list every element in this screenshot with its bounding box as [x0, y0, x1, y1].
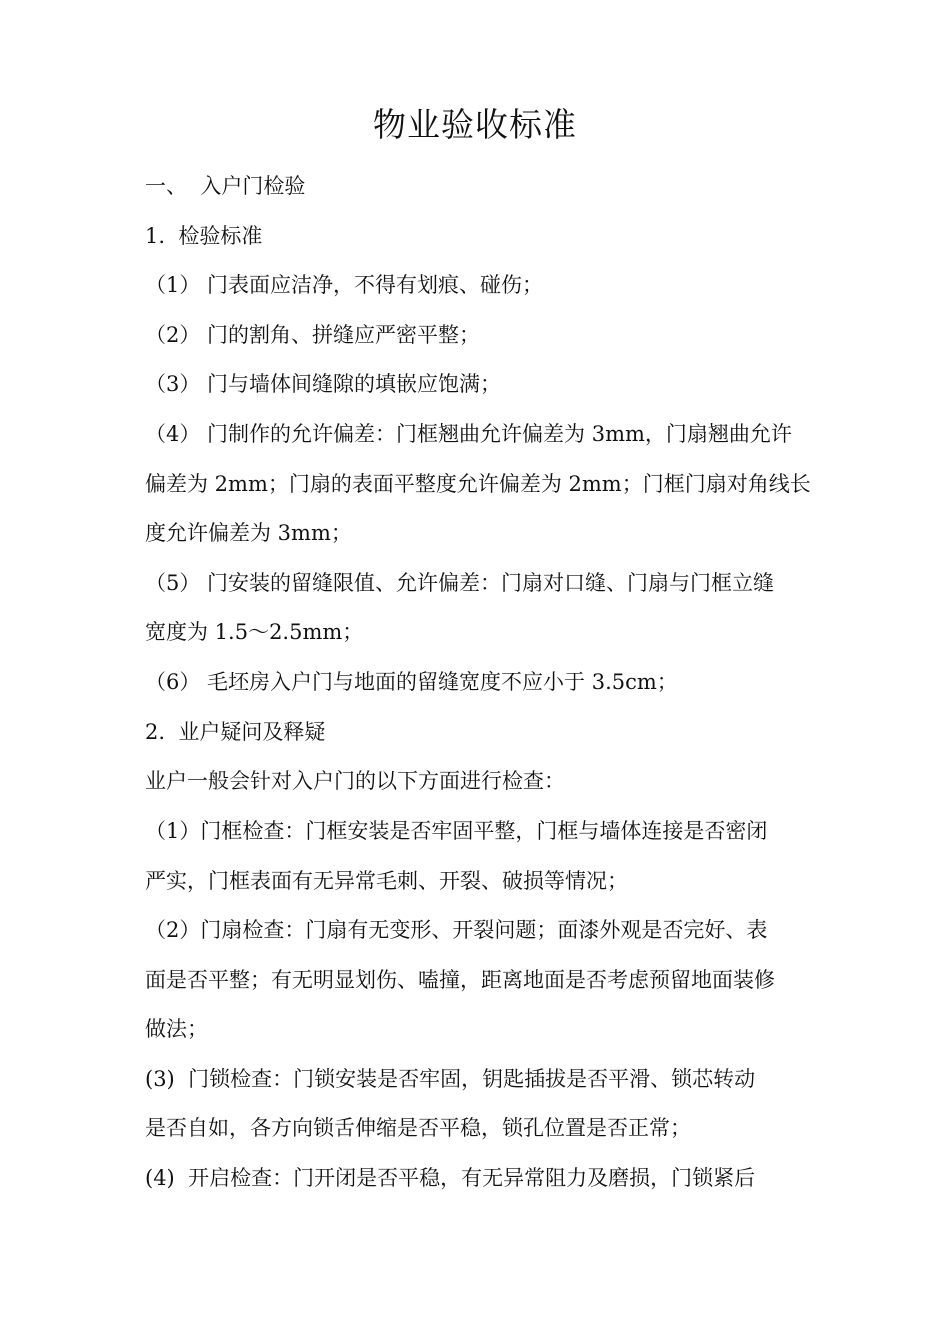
list-item: （6） 毛坯房入户门与地面的留缝宽度不应小于 3.5cm；: [145, 670, 678, 694]
paragraph-line: 是否自如，各方向锁舌伸缩是否平稳，锁孔位置是否正常；: [145, 1116, 691, 1140]
section-heading: 一、 入户门检验: [145, 174, 306, 198]
subsection-heading: 2. 业户疑问及释疑: [145, 720, 326, 744]
page-title: 物业验收标准: [373, 105, 577, 144]
subsection-heading: 1. 检验标准: [145, 224, 263, 248]
paragraph-line: 度允许偏差为 3mm；: [145, 521, 352, 545]
paragraph-line: 业户一般会针对入户门的以下方面进行检查：: [145, 769, 565, 793]
list-item: （4） 门制作的允许偏差：门框翘曲允许偏差为 3mm，门扇翘曲允许: [145, 422, 792, 446]
list-item: （1）门框检查：门框安装是否牢固平整，门框与墙体连接是否密闭: [145, 819, 768, 843]
list-item: （5） 门安装的留缝限值、允许偏差：门扇对口缝、门扇与门框立缝: [145, 571, 775, 595]
paragraph-line: 偏差为 2mm；门扇的表面平整度允许偏差为 2mm；门框门扇对角线长: [145, 472, 811, 496]
list-item: (3) 门锁检查：门锁安装是否牢固，钥匙插拔是否平滑、锁芯转动: [145, 1067, 756, 1091]
list-item: (4) 开启检查：门开闭是否平稳，有无异常阻力及磨损，门锁紧后: [145, 1166, 756, 1190]
paragraph-line: 严实，门框表面有无异常毛刺、开裂、破损等情况；: [145, 869, 628, 893]
paragraph-line: 做法；: [145, 1017, 208, 1041]
paragraph-line: 宽度为 1.5～2.5mm；: [145, 620, 364, 644]
paragraph-line: 面是否平整；有无明显划伤、嗑撞，距离地面是否考虑预留地面装修: [145, 968, 775, 992]
list-item: （2）门扇检查：门扇有无变形、开裂问题；面漆外观是否完好、表: [145, 918, 768, 942]
list-item: （3） 门与墙体间缝隙的填嵌应饱满；: [145, 372, 502, 396]
list-item: （2） 门的割角、拼缝应严密平整；: [145, 323, 481, 347]
list-item: （1） 门表面应洁净，不得有划痕、碰伤；: [145, 273, 544, 297]
